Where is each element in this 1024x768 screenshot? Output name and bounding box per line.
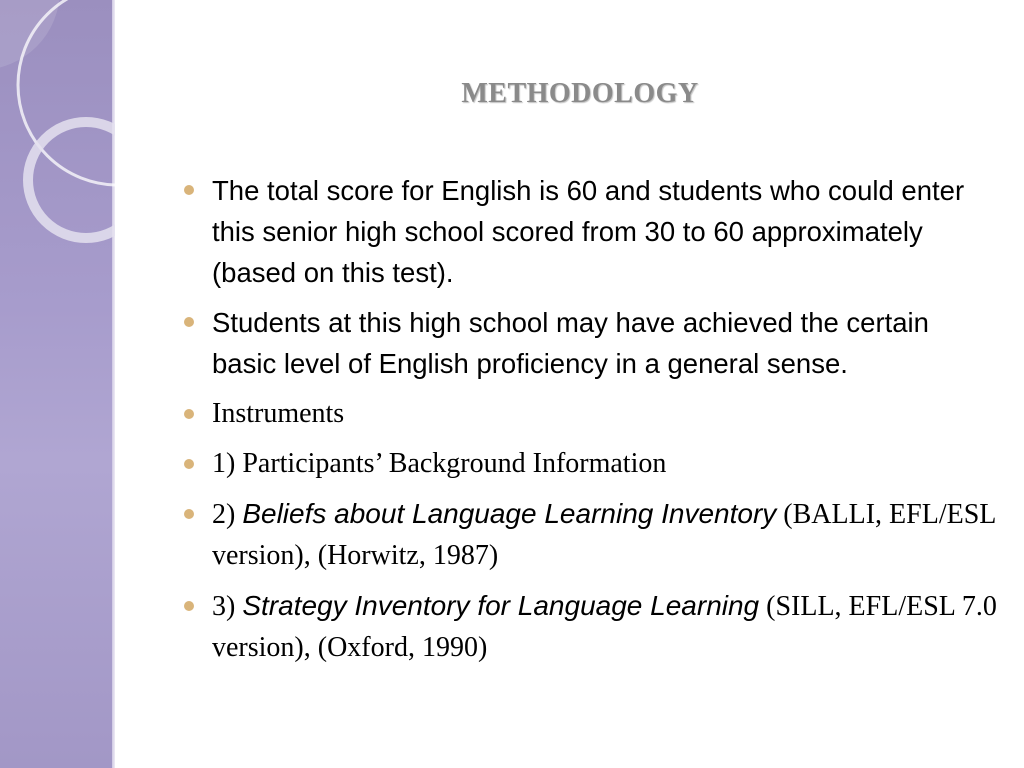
- bullet-text: Students at this high school may have achieved the certain basic level of English proficiency in a general sense.: [212, 307, 929, 379]
- bullet-item: [184, 585, 999, 668]
- bullet-text: Instruments: [212, 398, 345, 429]
- decorative-rings: [0, 0, 115, 260]
- bullet-dot-icon: [184, 317, 194, 327]
- bullet-prefix: 3): [212, 591, 243, 622]
- bullet-suffix: (SILL, EFL/ESL 7.0 version), (Oxford, 1990): [212, 591, 997, 663]
- bullet-item: [184, 443, 999, 484]
- instrument-title: Strategy Inventory for Language Learning: [242, 590, 760, 621]
- bullet-item: [184, 493, 999, 576]
- slide-title: METHODOLOGY: [461, 78, 699, 109]
- bullet-text: 1) Participants’ Background Information: [212, 448, 667, 479]
- instrument-title: Beliefs about Language Learning Inventory: [242, 498, 777, 529]
- bullet-dot-icon: [184, 601, 194, 611]
- bullet-text: The total score for English is 60 and students who could enter this senior high school scored from 30 to 60 approximately (based on this test).: [212, 175, 965, 288]
- bullet-dot-icon: [184, 459, 194, 469]
- bullet-suffix: (BALLI, EFL/ESL version), (Horwitz, 1987): [212, 499, 996, 571]
- bullet-prefix: 2): [212, 499, 243, 530]
- bullet-dot-icon: [184, 509, 194, 519]
- bullet-item: [184, 302, 999, 384]
- bullet-dot-icon: [184, 185, 194, 195]
- bullet-list: [184, 170, 999, 677]
- bullet-item: [184, 393, 999, 434]
- bullet-item: [184, 170, 999, 293]
- bullet-dot-icon: [184, 409, 194, 419]
